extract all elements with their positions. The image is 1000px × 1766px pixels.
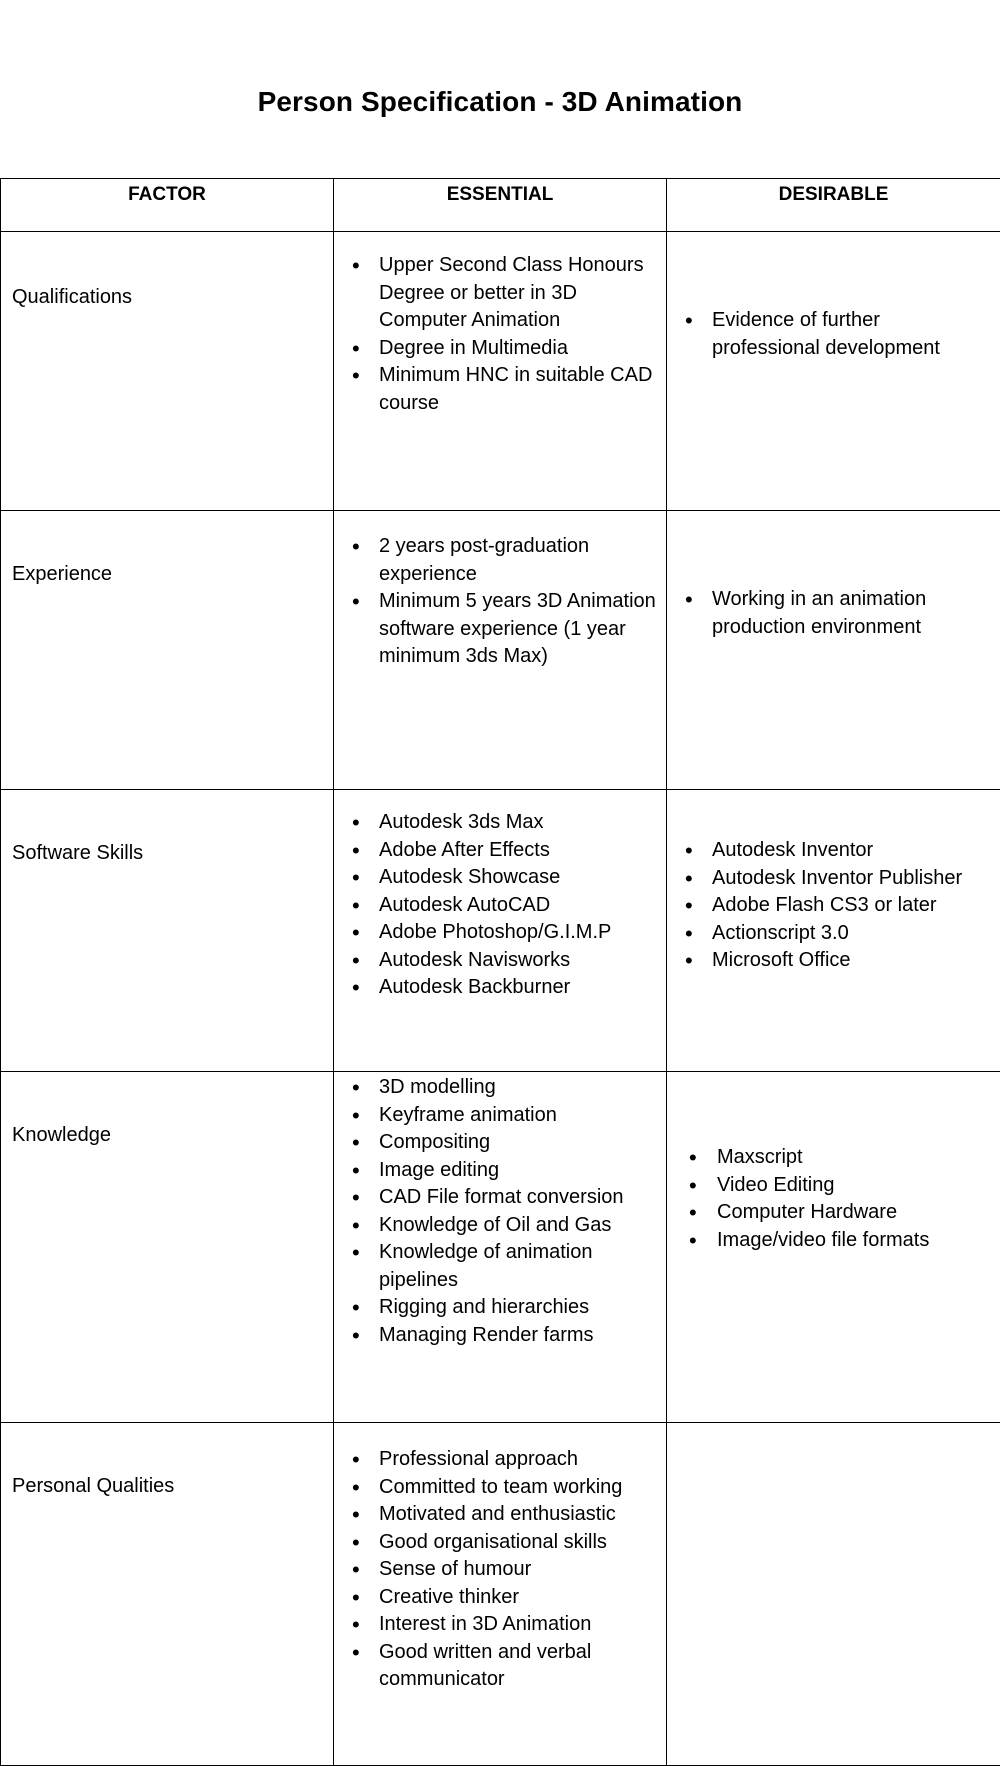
list-item: • Sense of humour (334, 1556, 666, 1584)
essential-cell (334, 232, 667, 511)
person-specification-table (0, 178, 1000, 1766)
desirable-list (667, 837, 1000, 975)
list-item: • Knowledge of animation pipelines (334, 1239, 666, 1294)
list-item: • Image editing (334, 1157, 666, 1185)
essential-cell (334, 1072, 667, 1423)
essential-list (334, 1446, 666, 1694)
list-item: • Adobe After Effects (334, 837, 666, 865)
page-title: Person Specification - 3D Animation (0, 86, 1000, 118)
table-row-knowledge (1, 1072, 1000, 1423)
list-item: • Knowledge of Oil and Gas (334, 1212, 666, 1240)
list-item: • Rigging and hierarchies (334, 1294, 666, 1322)
desirable-column-header: DESIRABLE (667, 179, 1000, 232)
factor-cell: Knowledge (1, 1072, 334, 1423)
desirable-list (667, 307, 1000, 362)
list-item: • Compositing (334, 1129, 666, 1157)
desirable-cell (667, 1072, 1000, 1423)
list-item: • Autodesk Navisworks (334, 947, 666, 975)
essential-cell (334, 790, 667, 1072)
essential-list (334, 809, 666, 1002)
list-item: • Motivated and enthusiastic (334, 1501, 666, 1529)
list-item: • Autodesk 3ds Max (334, 809, 666, 837)
list-item: • 2 years post-graduation experience (334, 533, 666, 588)
essential-list (334, 1074, 666, 1349)
factor-cell: Experience (1, 511, 334, 790)
list-item: • Committed to team working (334, 1474, 666, 1502)
list-item: • Autodesk AutoCAD (334, 892, 666, 920)
essential-column-header: ESSENTIAL (334, 179, 667, 232)
list-item: • Computer Hardware (667, 1199, 1000, 1227)
list-item: • Keyframe animation (334, 1102, 666, 1130)
essential-cell (334, 511, 667, 790)
list-item: • Autodesk Inventor (667, 837, 1000, 865)
list-item: • 3D modelling (334, 1074, 666, 1102)
list-item: • Managing Render farms (334, 1322, 666, 1350)
desirable-list (667, 1144, 1000, 1254)
list-item: • Autodesk Backburner (334, 974, 666, 1002)
list-item: • Creative thinker (334, 1584, 666, 1612)
list-item: • Professional approach (334, 1446, 666, 1474)
list-item: • Autodesk Inventor Publisher (667, 865, 1000, 893)
list-item: • Image/video file formats (667, 1227, 1000, 1255)
list-item: • Interest in 3D Animation (334, 1611, 666, 1639)
desirable-list (667, 586, 1000, 641)
factor-cell: Qualifications (1, 232, 334, 511)
factor-column-header: FACTOR (1, 179, 334, 232)
list-item: • Degree in Multimedia (334, 335, 666, 363)
factor-cell: Software Skills (1, 790, 334, 1072)
table-row-experience (1, 511, 1000, 790)
table-header-row (1, 179, 1000, 232)
list-item: • Adobe Photoshop/G.I.M.P (334, 919, 666, 947)
list-item: • Actionscript 3.0 (667, 920, 1000, 948)
list-item: • Good organisational skills (334, 1529, 666, 1557)
desirable-cell (667, 1423, 1000, 1766)
list-item: • Adobe Flash CS3 or later (667, 892, 1000, 920)
list-item: • Upper Second Class Honours Degree or better in 3D Computer Animation (334, 252, 666, 335)
table-row-personal-qualities (1, 1423, 1000, 1766)
desirable-cell (667, 790, 1000, 1072)
essential-list (334, 533, 666, 671)
essential-list (334, 252, 666, 417)
factor-cell: Personal Qualities (1, 1423, 334, 1766)
list-item: • Autodesk Showcase (334, 864, 666, 892)
list-item: • Microsoft Office (667, 947, 1000, 975)
list-item: • Evidence of further professional development (667, 307, 1000, 362)
list-item: • Maxscript (667, 1144, 1000, 1172)
list-item: • Working in an animation production environment (667, 586, 1000, 641)
essential-cell (334, 1423, 667, 1766)
list-item: • Video Editing (667, 1172, 1000, 1200)
table-row-software-skills (1, 790, 1000, 1072)
desirable-cell (667, 511, 1000, 790)
list-item: • CAD File format conversion (334, 1184, 666, 1212)
table-row-qualifications (1, 232, 1000, 511)
desirable-cell (667, 232, 1000, 511)
list-item: • Good written and verbal communicator (334, 1639, 666, 1694)
list-item: • Minimum HNC in suitable CAD course (334, 362, 666, 417)
list-item: • Minimum 5 years 3D Animation software experience (1 year minimum 3ds Max) (334, 588, 666, 671)
